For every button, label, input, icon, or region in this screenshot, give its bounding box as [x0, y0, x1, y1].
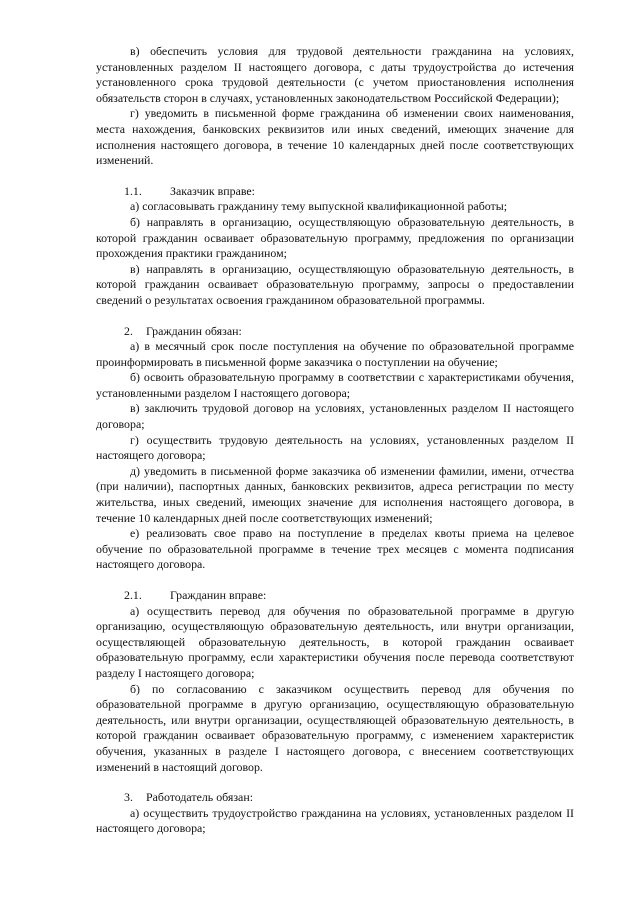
citizen-duties-item-v: в) заключить трудовой договор на условиях, установленных разделом II настоящего договора;: [96, 401, 574, 432]
citizen-rights-item-a: а) осуществить перевод для обучения по образовательной программе в другую организацию, осуществляющую образовательную деятельность, или внутри организации, осуществляющей образовательную деятельность, в которой гражданин осваивает образовательную программу, если характеристики обучения после перевода соответствуют разделу I настоящего договора;: [96, 603, 574, 680]
section-number: 1.1.: [124, 183, 142, 198]
section-heading-citizen-rights: [96, 588, 574, 604]
citizen-duties-item-b: б) освоить образовательную программу в соответствии с характеристиками обучения, установленными разделом I настоящего договора;: [96, 370, 574, 400]
clause-v-provide-conditions: в) обеспечить условия для трудовой деятельности гражданина на условиях, установленных разделом II настоящего договора, с даты трудоустройства до истечения установленного срока трудовой деятельности (с учетом приостановления исполнения обязательств сторон в случаях, установленных законодательством Российской Федерации);: [96, 44, 574, 105]
customer-rights-item-b: б) направлять в организацию, осуществляющую образовательную деятельность, в которой гражданин осваивает образовательную программу, предложения по организации прохождения практики гражданином;: [96, 214, 574, 261]
section-heading-employer-duties: [96, 790, 574, 806]
customer-rights-item-a: а) согласовывать гражданину тему выпускной квалификационной работы;: [130, 199, 508, 214]
citizen-duties-item-e: е) реализовать свое право на поступление в пределах квоты приема на целевое обучение по образовательной программе в течение трех месяцев с момента подписания настоящего договора.: [96, 526, 574, 572]
citizen-rights-item-b: б) по согласованию с заказчиком осуществить перевод для обучения по образовательной программе в другую организацию, осуществляющую образовательную деятельность, или внутри организации, осуществляющей образовательную деятельность, в которой гражданин осваивает образовательную программу, с изменением характеристик обучения, указанных в разделе I настоящего договора, с внесением соответствующих изменений в настоящий договор.: [96, 681, 574, 774]
section-title: Гражданин вправе:: [170, 588, 267, 602]
section-title: Работодатель обязан:: [146, 790, 254, 805]
citizen-duties-item-a: а) в месячный срок после поступления на обучение по образовательной программе проинформировать в письменной форме заказчика о поступлении на обучение;: [96, 339, 574, 369]
section-heading-citizen-duties: [96, 324, 574, 340]
clause-g-notify-citizen: г) уведомить в письменной форме гражданина об изменении своих наименования, места нахождения, банковских реквизитов или иных сведений, имеющих значение для исполнения настоящего договора, в течение 10 календарных дней после соответствующих изменений.: [96, 106, 574, 168]
section-number: 3.: [124, 790, 133, 805]
section-title: Заказчик вправе:: [170, 183, 255, 198]
section-number: 2.: [124, 323, 133, 338]
citizen-duties-item-d: д) уведомить в письменной форме заказчика об изменении фамилии, имени, отчества (при наличии), паспортных данных, банковских реквизитов, адреса регистрации по месту жительства, иных сведений, имеющих значение для исполнения настоящего договора, в течение 10 календарных дней после соответствующих изменений;: [96, 463, 574, 525]
customer-rights-item-v: в) направлять в организацию, осуществляющую образовательную деятельность, в которой гражданин осваивает образовательную программу, запросы о предоставлении сведений о результатах освоения гражданином образовательной программы.: [96, 261, 574, 307]
citizen-duties-item-g: г) осуществить трудовую деятельность на условиях, установленных разделом II настоящего договора;: [96, 432, 574, 463]
section-title: Гражданин обязан:: [146, 323, 242, 338]
section-heading-customer-rights: [96, 184, 574, 200]
employer-duties-item-a: а) осуществить трудоустройство гражданина на условиях, установленных разделом II настоящего договора;: [96, 805, 574, 836]
section-number: 2.1.: [124, 588, 142, 602]
